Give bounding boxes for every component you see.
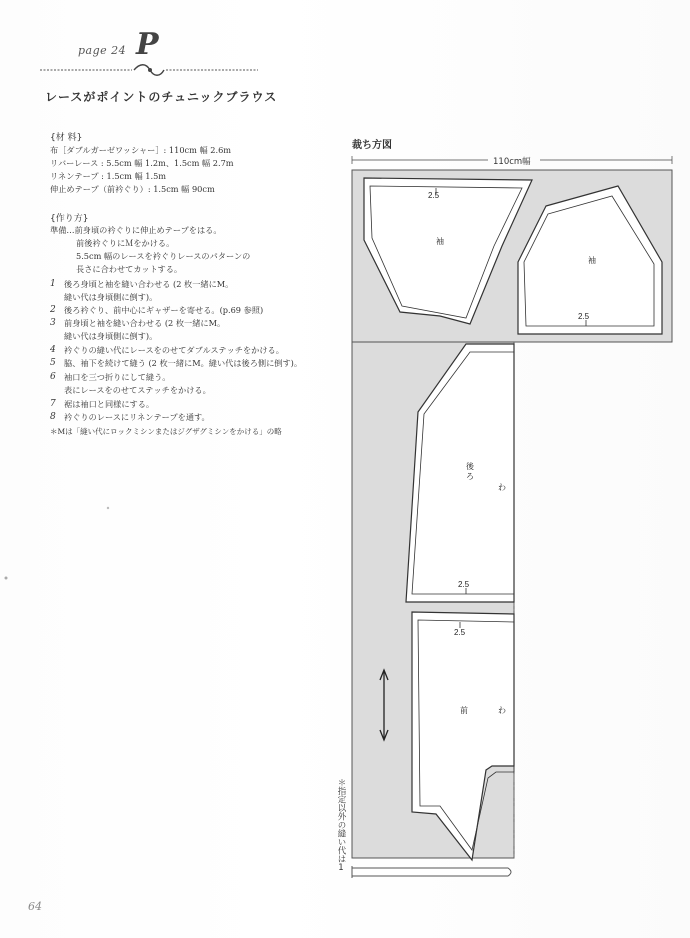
fold-mark: わ (498, 706, 506, 715)
material-line: リバーレース : 5.5cm 幅 1.2m、1.5cm 幅 2.7m (50, 158, 234, 168)
page-label: page 24 (78, 44, 127, 57)
allowance-label: 2.5 (428, 191, 440, 200)
allowance-label: 2.5 (458, 580, 470, 589)
page-title: レースがポイントのチュニックブラウス (45, 90, 278, 104)
materials-heading: {材 料} (50, 133, 83, 143)
step-text: 衿ぐりの縫い代にレースをのせてダブルステッチをかける。 (64, 345, 284, 355)
step-text: 縫い代は身頃側に倒す)。 (64, 331, 158, 341)
step-number: 6 (50, 372, 56, 382)
step-text: 前身頃と袖を縫い合わせる (2 枚一緒にM。 (64, 318, 226, 328)
step-text: 裾は袖口と同様にする。 (64, 399, 155, 409)
step-text: 衿ぐりのレースにリネンテープを通す。 (64, 412, 210, 422)
step-text: 脇、袖下を続けて縫う (2 枚一緒にM。縫い代は後ろ側に倒す)。 (64, 358, 303, 368)
seam-allowance-note: ＊指定以外の縫い代は1 (336, 778, 346, 873)
step-number: 5 (50, 358, 56, 368)
project-letter: P (136, 27, 159, 62)
material-line: 伸止めテープ（前衿ぐり）: 1.5cm 幅 90cm (50, 184, 215, 194)
allowance-label: 2.5 (454, 628, 466, 637)
step-text: 表にレースをのせてステッチをかける。 (64, 385, 211, 395)
method-heading: {作り方} (50, 214, 89, 224)
step-text: 袖口を三つ折りにして縫う。 (64, 372, 171, 382)
allowance-label: 2.5 (578, 312, 590, 321)
prep-line: 前後衿ぐりにＭをかける。 (76, 238, 175, 248)
fold-mark: わ (498, 483, 506, 492)
step-number: 7 (50, 399, 56, 409)
piece-label-front: 前 (460, 706, 468, 715)
prep-line: 5.5cm 幅のレースを衿ぐりレースのパターンの (76, 251, 251, 261)
prep-line: 準備…前身頃の衿ぐりに伸止めテープをはる。 (50, 225, 222, 235)
step-number: 4 (50, 345, 56, 355)
step-number: 1 (50, 279, 56, 289)
diagram-title: 裁ち方図 (352, 140, 392, 151)
piece-label-sleeve: 袖 (588, 256, 596, 265)
material-line: リネンテープ : 1.5cm 幅 1.5m (50, 171, 167, 181)
piece-label-back: 後ろ (466, 462, 474, 481)
step-number: 2 (50, 305, 56, 315)
step-text: 後ろ衿ぐり、前中心にギャザーを寄せる。(p.69 参照) (64, 305, 264, 315)
step-number: 3 (50, 318, 56, 328)
material-line: 布［ダブルガーゼワッシャー］: 110cm 幅 2.6m (50, 145, 232, 155)
abbreviation-note: ＊Mは「縫い代にロックミシンまたはジグザグミシンをかける」の略 (50, 427, 282, 436)
piece-label-sleeve: 袖 (436, 237, 444, 246)
prep-line: 長さに合わせてカットする。 (76, 264, 183, 274)
page-number: 64 (28, 900, 42, 913)
fabric-width-label: 110cm幅 (493, 157, 531, 167)
step-text: 後ろ身頃と袖を縫い合わせる (2 枚一緒にM。 (64, 279, 234, 289)
step-text: 縫い代は身頃側に倒す)。 (64, 292, 158, 302)
step-number: 8 (50, 412, 56, 422)
